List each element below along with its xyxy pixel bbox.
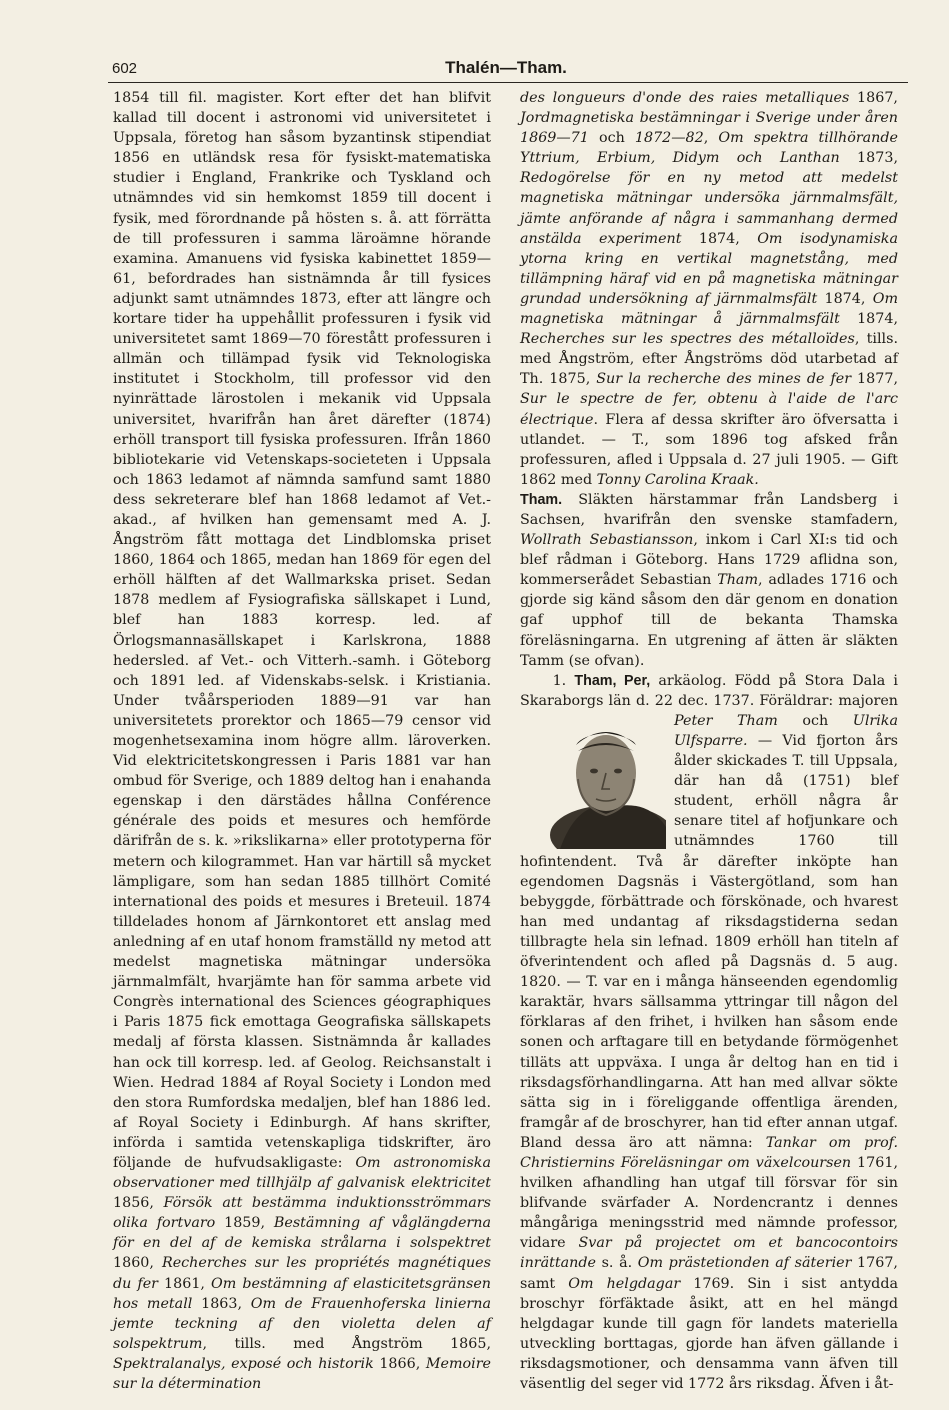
work-year: 1863, [192, 1295, 251, 1312]
entry-heading: Tham. [520, 491, 563, 508]
per-tham-entry [520, 671, 898, 1394]
work-year: 1867, [849, 90, 898, 106]
work-title: Om helgdagar [568, 1275, 681, 1292]
portrait-image [520, 715, 666, 849]
work-title: Sur le spectre de fer, obtenu à l'aide de l'arc électrique [520, 391, 898, 428]
work-year: och [588, 130, 635, 147]
work-title: Sur la recherche des mines de fer [596, 371, 852, 388]
work-year: 1873, [839, 150, 898, 167]
work-year: 1866, [373, 1355, 426, 1372]
thalen-biography-text: 1854 till fil. magister. Kort efter det han blifvit kallad till docent i astronomi vid universitetet i Uppsala, företog han såsom byzantinsk stipendiat 1856 en utländsk resa för fysiskt-matematiska studier i England, Frankrike och Tyskland och utnämndes vid sin hemkomst 1859 till docent i fysik, med förordnande på hösten s. å. att förrätta de till professuren i samma läroämne hörande examina. Amanuens vid fysiska kabinettet 1859—61, befordrades han sistnämnda år till fysices adjunkt samt utnämndes 1873, efter att längre och kortare tider ha uppehållit professuren i fysik vid universitetet samt 1869—70 förestått professuren i allmän och tillämpad fysik vid Teknologiska institutet i Stockholm, till professor vid den nyinrättade lärostolen i mekanik vid Uppsala universitet, hvarifrån han året därefter (1874) erhöll transport till fysiska professuren. Ifrån 1860 bibliotekarie vid Vetenskaps-societeten i Uppsala och 1863 ledamot af nämnda samfund samt 1880 dess sekreterare blef han 1868 ledamot af Vet.-akad., af hvilken han gemensamt med A. J. Ångström fått mottaga det Lindblomska priset 1860, 1864 och 1865, medan han 1869 för egen del erhöll hälften af det Wallmarkska priset. Sedan 1878 medlem af Fysiografiska sällskapet i Lund, blef han 1883 korresp. led. af Örlogsmannasällskapet i Karlskrona, 1888 hedersled. af Vet.- och Vitterh.-samh. i Göteborg och 1891 led. af Videnskabs-selsk. i Kristiania. Under tvåårsperioden 1889—91 var han universitetets prorektor och 1865—79 censor vid mogenhetsexamina inom högre allm. läroverken. Vid elektricitetskongressen i Paris 1881 var han ombud för Sverige, och 1889 deltog han i enahanda egenskap i den därstädes hållna Conférence générale des poids et mesures och hemförde därifrån de s. k. »rikslikarna» eller prototyperna för metern och kilogrammet. Han var härtill så mycket lämpligare, som han sedan 1885 tillhört Comité international des poids et mesures i Breteuil. 1874 tilldelades honom af Järnkontoret ett anslag med anledning af en utaf honom framställd ny metod att medelst magnetiska mätningar undersöka järnmalmfält, hvarjämte han för samma arbete vid Congrès international des Sciences géographiques i Paris 1875 fick emottaga Geografiska sällskapets medalj af första klassen. Sistnämnda år kallades han ock till korresp. led. af Geolog. Reichsanstalt i Wien. Hedrad 1884 af Royal Society i London med den stora Rumfordska medaljen, blef han 1886 led. af Royal Society i Edinburgh. Af hans skrifter, införda i samtida vetenskapliga tidskrifter, äro följande de hufvudsakligaste: [113, 90, 491, 1171]
work-title: Svar på projectet om et bancocontoirs inrättande [520, 1235, 898, 1272]
father-name: Peter Tham [674, 712, 778, 729]
thalen-works-continued [520, 88, 898, 490]
work-title: Spektralanalys, exposé och historik [113, 1355, 374, 1372]
spouse-name: Tonny Carolina Kraak. [596, 471, 759, 488]
work-title: Redogörelse för en ny metod att medelst magnetiska mätningar undersöka järnmalmsfält, jämte anförande af några i sammanhang dermed anstälda experiment [520, 170, 898, 247]
work-year: , tills. med Ångström 1865, [202, 1335, 491, 1352]
tham-family-entry [520, 490, 898, 671]
work-title: Bestämning af våglängderna för en del af de kemiska strålarna i solspektret [113, 1215, 491, 1252]
page-header [108, 54, 904, 82]
work-year: 1861, [158, 1275, 212, 1292]
page-number: 602 [112, 60, 138, 77]
work-title: Om astronomiska observationer med tillhjälp af galvanisk elektricitet [113, 1154, 491, 1192]
work-title: des longueurs d'onde des raies metalliques [520, 90, 850, 106]
entry-text: , adlades 1716 och gjorde sig känd såsom den där genom en donation gaf upphof till de bekanta Thamska föreläsningarna. En utgrening af ätten är släkten Tamm (se ofvan). [520, 572, 898, 669]
work-title: Memoire sur la détermination [113, 1355, 491, 1392]
work-year: 1859, [215, 1215, 274, 1232]
work-year: . [593, 411, 606, 428]
work-title: Tankar om prof. Christiernins Föreläsningar om växelcoursen [520, 1134, 899, 1171]
mother-name: Ulrika Ulfsparre. [674, 712, 898, 749]
work-year: 1860, [113, 1255, 162, 1272]
entry-text: 1767, samt [520, 1255, 898, 1292]
right-column [520, 88, 898, 1394]
work-title: 1872—82 [634, 130, 704, 147]
work-title: Recherches sur les propriétés magnétiques du fer [113, 1255, 491, 1292]
entry-text: arkäolog. Född på Stora Dala i Skaraborgs län d. 22 dec. 1737. Föräldrar: majoren [520, 672, 899, 709]
running-head: Thalén—Tham. [445, 58, 567, 77]
work-year: , [703, 130, 719, 147]
person-name: Tham [717, 572, 759, 589]
header-rule [108, 82, 908, 83]
entry-number: 1. [552, 672, 567, 689]
person-name: Wollrath Sebastiansson [520, 532, 694, 549]
entry-text: 1769. Sin i sist antydda broschyr förfäktade åsikt, att en hel mängd helgdagar kunde till gagn för landets materiella utveckling borttagas, gjorde han äfven gällande i riksdagsmotioner, och densamma vann äfven till väsentlig del seger vid 1772 års riksdag. Äfven i åt- [520, 1275, 899, 1392]
work-title: Om bestämning af elasticitetsgränsen hos metall [113, 1275, 491, 1312]
work-title: Recherches sur les spectres des métalloïdes [520, 331, 855, 348]
entry-text: , inkom i Carl XI:s tid och blef rådman i Göteborg. Hans 1729 aflidna son, kommerserådet Sebastian [520, 532, 898, 589]
entry-text: och [777, 712, 853, 729]
work-title: Jordmagnetiska bestämningar i Sverige under åren 1869—71 [520, 110, 898, 147]
work-title: Om magnetiska mätningar å järnmalmsfält [520, 290, 898, 328]
work-year: 1874, [839, 311, 899, 328]
entry-text: 1761, hvilken afhandling han utgaf till försvar för sin blifvande svärfader A. Nordencrantz i dennes mångåriga meningsstrid med nämnde professor, vidare [520, 1154, 898, 1252]
closing-text: Flera af dessa skrifter äro öfversatta i utlandet. — T., som 1896 tog afsked från professuren, afled i Uppsala d. 27 juli 1905. — Gift 1862 med [520, 411, 898, 488]
left-paragraph [113, 88, 491, 1394]
work-year: 1877, [851, 371, 898, 388]
work-year: 1856, [113, 1195, 164, 1212]
left-column [113, 88, 491, 1394]
work-year: 1874, [681, 230, 758, 247]
entry-text: — Vid fjorton års ålder skickades T. till Uppsala, där han då (1751) blef student, erhöll några år senare titel af hofjunkare och utnämndes 1760 till hofintendent. Två år därefter inköpte han egendomen Dagsnäs i Västergötland, som han bebyggde, förbättrade och förskönade, och hvarest han med undantag af riksdagstiderna sedan tillbragte hela sin lefnad. 1809 erhöll han titeln af öfverintendent och afled på Dagsnäs d. 5 aug. 1820. — T. var en i många hänseenden egendomlig karaktär, hvars sällsamma yttringar till någon del förklaras af den frihet, i hvilken han såsom ende sonen och arftagare till en betydande förmögenhet tilläts att uppväxa. I unga år deltog han en tid i riksdagsförhandlingarna. Att han med allvar sökte sätta sig in i föreliggande offentliga ärenden, framgår af de broschyrer, han tid efter annan utgaf. Bland dessa äro att nämna: [520, 733, 898, 1151]
entry-text: s. å. [595, 1255, 638, 1272]
entry-text: Släkten härstammar från Landsberg i Sachsen, hvarifrån den svenske stamfadern, [520, 491, 898, 528]
work-title: Försök att bestämma induktionsströmmars olika fortvaro [113, 1195, 491, 1232]
work-title: Om prästetionden af säterier [637, 1255, 852, 1272]
work-year: 1874, [817, 290, 873, 307]
work-title: Om spektra tillhörande Yttrium, Erbium, Didym och Lanthan [520, 130, 899, 167]
entry-heading: Tham, Per, [574, 672, 651, 689]
work-year: , tills. med Ångström, efter Ångströms död utarbetad af Th. 1875, [520, 331, 898, 388]
work-title: Om de Frauenhoferska linierna jemte teckning af den violetta delen af solspektrum [113, 1295, 491, 1352]
work-title: Om isodynamiska ytorna kring en vertikal magnetstång, med tillämpning häraf vid en på magnetiska mätningar grundad undersökning af järnmalmsfält [520, 230, 898, 307]
